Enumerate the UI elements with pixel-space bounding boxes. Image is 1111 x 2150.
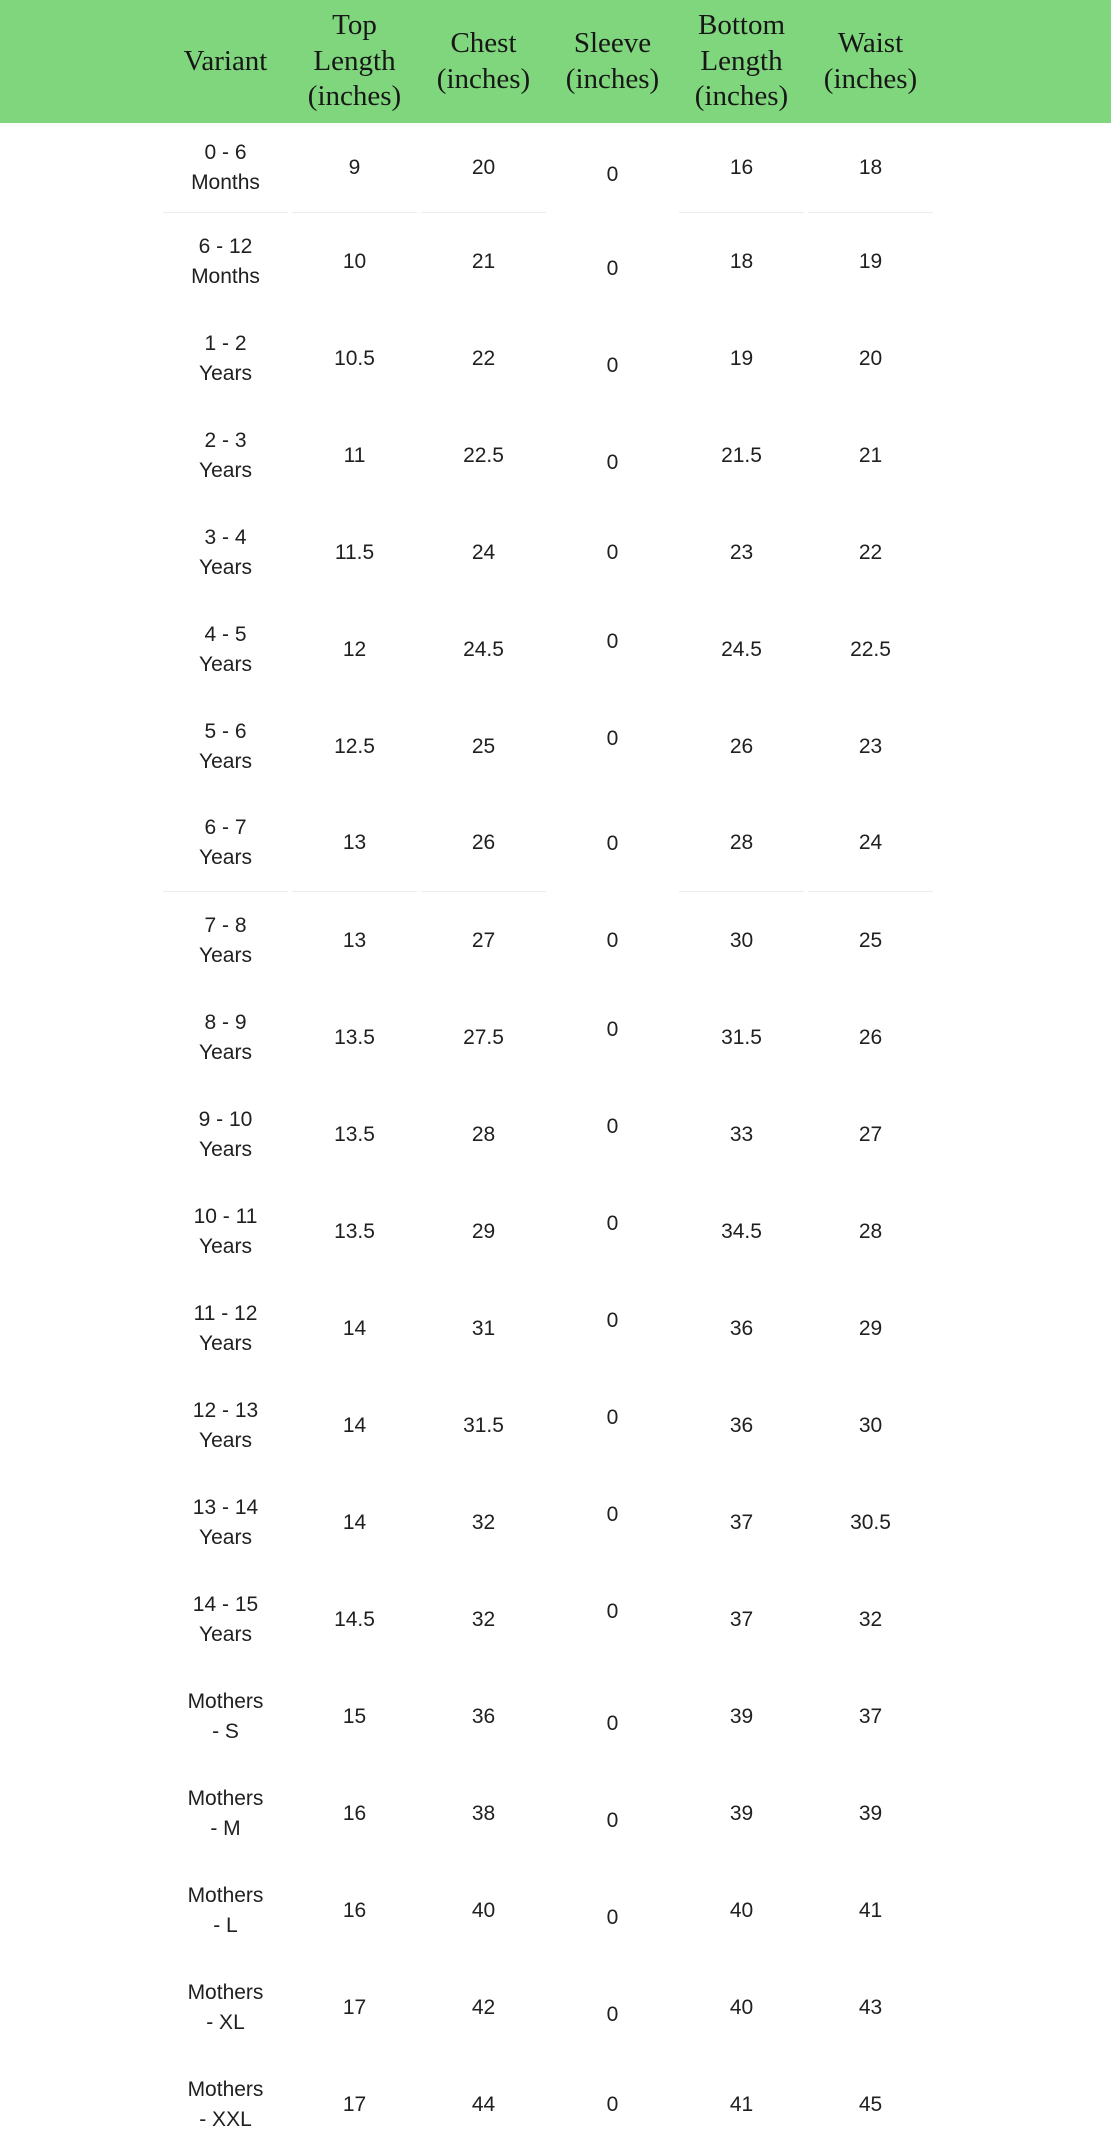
waist-cell bbox=[808, 1862, 933, 1959]
sleeve-cell bbox=[550, 1571, 675, 1668]
bottom-length-cell bbox=[679, 1474, 804, 1571]
variant-label: Mothers - L bbox=[187, 1883, 264, 1937]
variant-cell bbox=[163, 1571, 288, 1668]
sleeve-cell bbox=[550, 407, 675, 504]
chest-value: 40 bbox=[471, 1898, 496, 1922]
chest-value: 38 bbox=[471, 1801, 496, 1825]
chest-value: 24 bbox=[471, 540, 496, 564]
sleeve-value: 0 bbox=[606, 629, 619, 653]
waist-cell bbox=[808, 1474, 933, 1571]
table-row bbox=[163, 1280, 1111, 1377]
chest-cell bbox=[421, 407, 546, 504]
sleeve-value: 0 bbox=[606, 256, 619, 280]
top-length-cell bbox=[292, 1765, 417, 1862]
top-length-value: 15 bbox=[342, 1704, 367, 1728]
variant-cell bbox=[163, 2056, 288, 2150]
column-header-bottom-length: Bottom Length (inches) bbox=[694, 9, 789, 113]
waist-value: 18 bbox=[858, 155, 883, 179]
top-length-cell bbox=[292, 1959, 417, 2056]
top-length-value: 17 bbox=[342, 2092, 367, 2116]
top-length-cell bbox=[292, 1280, 417, 1377]
bottom-length-value: 39 bbox=[729, 1704, 754, 1728]
table-row bbox=[163, 698, 1111, 795]
waist-cell bbox=[808, 213, 933, 310]
variant-label: 5 - 6 Years bbox=[199, 719, 252, 773]
chest-cell bbox=[421, 1959, 546, 2056]
table-row bbox=[163, 1183, 1111, 1280]
waist-cell bbox=[808, 2056, 933, 2150]
bottom-length-cell bbox=[679, 1862, 804, 1959]
sleeve-value: 0 bbox=[606, 726, 619, 750]
table-header-row bbox=[0, 0, 1111, 123]
bottom-length-cell bbox=[679, 310, 804, 407]
waist-cell bbox=[808, 1086, 933, 1183]
waist-cell bbox=[808, 123, 933, 213]
variant-label: Mothers - M bbox=[187, 1786, 264, 1840]
top-length-value: 12 bbox=[342, 637, 367, 661]
variant-cell bbox=[163, 892, 288, 989]
top-length-value: 14 bbox=[342, 1510, 367, 1534]
chest-value: 32 bbox=[471, 1607, 496, 1631]
variant-label: 11 - 12 Years bbox=[193, 1301, 258, 1355]
table-body bbox=[0, 123, 1111, 2150]
bottom-length-value: 33 bbox=[729, 1122, 754, 1146]
table-row bbox=[163, 1765, 1111, 1862]
sleeve-cell bbox=[550, 1765, 675, 1862]
table-row bbox=[163, 504, 1111, 601]
bottom-length-value: 36 bbox=[729, 1413, 754, 1437]
waist-value: 24 bbox=[858, 831, 883, 854]
waist-value: 26 bbox=[858, 1025, 883, 1049]
variant-label: Mothers - XL bbox=[187, 1980, 264, 2034]
sleeve-value: 0 bbox=[606, 163, 619, 186]
bottom-length-cell bbox=[679, 123, 804, 213]
chest-cell bbox=[421, 310, 546, 407]
column-header-waist: Waist (inches) bbox=[823, 27, 918, 95]
top-length-value: 11.5 bbox=[334, 540, 375, 564]
top-length-cell bbox=[292, 123, 417, 213]
top-length-value: 10 bbox=[342, 249, 367, 273]
sleeve-value: 0 bbox=[606, 1905, 619, 1929]
table-row bbox=[163, 1474, 1111, 1571]
variant-label: Mothers - S bbox=[187, 1689, 264, 1743]
sleeve-cell bbox=[550, 698, 675, 795]
top-length-cell bbox=[292, 795, 417, 892]
sleeve-value: 0 bbox=[606, 1405, 619, 1429]
variant-cell bbox=[163, 1280, 288, 1377]
sleeve-value: 0 bbox=[606, 1308, 619, 1332]
variant-cell bbox=[163, 698, 288, 795]
waist-value: 30 bbox=[858, 1413, 883, 1437]
sleeve-cell bbox=[550, 1474, 675, 1571]
variant-cell bbox=[163, 1474, 288, 1571]
sleeve-cell bbox=[550, 1959, 675, 2056]
chest-cell bbox=[421, 1668, 546, 1765]
variant-label: 10 - 11 Years bbox=[193, 1204, 258, 1258]
top-length-value: 11 bbox=[343, 443, 366, 467]
chest-value: 32 bbox=[471, 1510, 496, 1534]
bottom-length-cell bbox=[679, 989, 804, 1086]
waist-cell bbox=[808, 1280, 933, 1377]
chest-value: 24.5 bbox=[463, 637, 504, 661]
top-length-cell bbox=[292, 2056, 417, 2150]
sleeve-cell bbox=[550, 123, 675, 213]
sleeve-cell bbox=[550, 989, 675, 1086]
table-row bbox=[163, 123, 1111, 213]
variant-label: 8 - 9 Years bbox=[199, 1010, 252, 1064]
bottom-length-cell bbox=[679, 213, 804, 310]
variant-cell bbox=[163, 407, 288, 504]
top-length-cell bbox=[292, 213, 417, 310]
top-length-cell bbox=[292, 504, 417, 601]
top-length-value: 13.5 bbox=[334, 1122, 375, 1146]
waist-cell bbox=[808, 601, 933, 698]
top-length-value: 13 bbox=[342, 928, 367, 952]
variant-cell bbox=[163, 1862, 288, 1959]
top-length-cell bbox=[292, 1377, 417, 1474]
top-length-cell bbox=[292, 407, 417, 504]
bottom-length-cell bbox=[679, 1765, 804, 1862]
top-length-cell bbox=[292, 1862, 417, 1959]
bottom-length-value: 28 bbox=[729, 831, 754, 854]
bottom-length-value: 21.5 bbox=[721, 443, 762, 467]
variant-cell bbox=[163, 213, 288, 310]
chest-cell bbox=[421, 1571, 546, 1668]
top-length-value: 13 bbox=[342, 831, 367, 854]
variant-cell bbox=[163, 123, 288, 213]
waist-cell bbox=[808, 892, 933, 989]
waist-value: 39 bbox=[858, 1801, 883, 1825]
bottom-length-value: 30 bbox=[729, 928, 754, 952]
waist-value: 21 bbox=[858, 443, 883, 467]
waist-value: 37 bbox=[858, 1704, 883, 1728]
bottom-length-cell bbox=[679, 1959, 804, 2056]
waist-value: 32 bbox=[858, 1607, 883, 1631]
top-length-value: 16 bbox=[342, 1898, 367, 1922]
waist-cell bbox=[808, 1183, 933, 1280]
chest-value: 21 bbox=[471, 249, 496, 273]
chest-cell bbox=[421, 601, 546, 698]
waist-value: 28 bbox=[858, 1219, 883, 1243]
chest-cell bbox=[421, 1086, 546, 1183]
variant-cell bbox=[163, 1668, 288, 1765]
chest-cell bbox=[421, 1765, 546, 1862]
bottom-length-cell bbox=[679, 1668, 804, 1765]
waist-value: 27 bbox=[858, 1122, 883, 1146]
bottom-length-cell bbox=[679, 892, 804, 989]
sleeve-value: 0 bbox=[606, 928, 619, 952]
top-length-value: 12.5 bbox=[334, 734, 375, 758]
bottom-length-cell bbox=[679, 1086, 804, 1183]
chest-value: 26 bbox=[471, 831, 496, 854]
sleeve-value: 0 bbox=[606, 450, 619, 474]
sleeve-cell bbox=[550, 1668, 675, 1765]
waist-value: 45 bbox=[858, 2092, 883, 2116]
sleeve-cell bbox=[550, 1183, 675, 1280]
top-length-cell bbox=[292, 1668, 417, 1765]
variant-label: 0 - 6 Months bbox=[191, 140, 260, 194]
variant-cell bbox=[163, 989, 288, 1086]
bottom-length-cell bbox=[679, 1183, 804, 1280]
variant-label: Mothers - XXL bbox=[187, 2077, 264, 2131]
sleeve-value: 0 bbox=[606, 1808, 619, 1832]
table-row bbox=[163, 2056, 1111, 2150]
variant-cell bbox=[163, 310, 288, 407]
chest-cell bbox=[421, 1183, 546, 1280]
waist-value: 41 bbox=[858, 1898, 883, 1922]
variant-label: 13 - 14 Years bbox=[192, 1495, 259, 1549]
chest-value: 28 bbox=[471, 1122, 496, 1146]
variant-label: 14 - 15 Years bbox=[192, 1592, 259, 1646]
waist-value: 23 bbox=[858, 734, 883, 758]
top-length-cell bbox=[292, 1474, 417, 1571]
table-row bbox=[163, 795, 1111, 892]
waist-cell bbox=[808, 310, 933, 407]
sleeve-cell bbox=[550, 1280, 675, 1377]
chest-value: 29 bbox=[471, 1219, 496, 1243]
waist-cell bbox=[808, 1668, 933, 1765]
sleeve-value: 0 bbox=[606, 1114, 619, 1138]
variant-cell bbox=[163, 1377, 288, 1474]
table-row bbox=[163, 1959, 1111, 2056]
sleeve-cell bbox=[550, 1377, 675, 1474]
chest-cell bbox=[421, 213, 546, 310]
sleeve-value: 0 bbox=[606, 353, 619, 377]
table-row bbox=[163, 407, 1111, 504]
bottom-length-value: 19 bbox=[729, 346, 754, 370]
bottom-length-cell bbox=[679, 601, 804, 698]
bottom-length-cell bbox=[679, 1571, 804, 1668]
bottom-length-value: 26 bbox=[729, 734, 754, 758]
bottom-length-cell bbox=[679, 407, 804, 504]
bottom-length-value: 37 bbox=[729, 1607, 754, 1631]
sleeve-cell bbox=[550, 310, 675, 407]
chest-cell bbox=[421, 1280, 546, 1377]
sleeve-value: 0 bbox=[606, 540, 619, 564]
chest-value: 31 bbox=[471, 1316, 496, 1340]
variant-label: 9 - 10 Years bbox=[198, 1107, 253, 1161]
waist-value: 22 bbox=[858, 540, 883, 564]
sleeve-value: 0 bbox=[606, 1211, 619, 1235]
waist-value: 30.5 bbox=[850, 1510, 891, 1534]
top-length-value: 14 bbox=[342, 1413, 367, 1437]
sleeve-cell bbox=[550, 2056, 675, 2150]
variant-cell bbox=[163, 1183, 288, 1280]
waist-value: 25 bbox=[858, 928, 883, 952]
top-length-cell bbox=[292, 601, 417, 698]
chest-cell bbox=[421, 989, 546, 1086]
table-row bbox=[163, 892, 1111, 989]
bottom-length-value: 39 bbox=[729, 1801, 754, 1825]
chest-cell bbox=[421, 504, 546, 601]
table-row bbox=[163, 1086, 1111, 1183]
waist-value: 43 bbox=[858, 1995, 883, 2019]
chest-cell bbox=[421, 795, 546, 892]
top-length-cell bbox=[292, 698, 417, 795]
chest-cell bbox=[421, 1474, 546, 1571]
chest-cell bbox=[421, 892, 546, 989]
top-length-cell bbox=[292, 1571, 417, 1668]
chest-value: 44 bbox=[471, 2092, 496, 2116]
chest-value: 42 bbox=[471, 1995, 496, 2019]
waist-value: 29 bbox=[858, 1316, 883, 1340]
sleeve-cell bbox=[550, 213, 675, 310]
chest-value: 31.5 bbox=[463, 1413, 504, 1437]
chest-cell bbox=[421, 1862, 546, 1959]
chest-cell bbox=[421, 2056, 546, 2150]
header-grid bbox=[163, 0, 1111, 123]
variant-label: 3 - 4 Years bbox=[199, 525, 252, 579]
bottom-length-value: 36 bbox=[729, 1316, 754, 1340]
waist-cell bbox=[808, 1571, 933, 1668]
waist-cell bbox=[808, 989, 933, 1086]
waist-cell bbox=[808, 795, 933, 892]
variant-cell bbox=[163, 1086, 288, 1183]
bottom-length-value: 37 bbox=[729, 1510, 754, 1534]
waist-cell bbox=[808, 1765, 933, 1862]
table-row bbox=[163, 601, 1111, 698]
top-length-value: 9 bbox=[348, 155, 361, 179]
top-length-cell bbox=[292, 892, 417, 989]
variant-label: 4 - 5 Years bbox=[199, 622, 252, 676]
bottom-length-value: 40 bbox=[729, 1995, 754, 2019]
bottom-length-value: 31.5 bbox=[721, 1025, 762, 1049]
top-length-cell bbox=[292, 310, 417, 407]
bottom-length-cell bbox=[679, 504, 804, 601]
bottom-length-value: 41 bbox=[729, 2092, 754, 2116]
sleeve-value: 0 bbox=[606, 2092, 619, 2116]
sleeve-value: 0 bbox=[606, 2002, 619, 2026]
chest-value: 36 bbox=[471, 1704, 496, 1728]
variant-label: 6 - 7 Years bbox=[199, 816, 252, 869]
sleeve-value: 0 bbox=[606, 1502, 619, 1526]
top-length-value: 13.5 bbox=[334, 1025, 375, 1049]
sleeve-value: 0 bbox=[606, 1711, 619, 1735]
sleeve-cell bbox=[550, 892, 675, 989]
top-length-value: 13.5 bbox=[334, 1219, 375, 1243]
chest-value: 20 bbox=[471, 155, 496, 179]
variant-label: 12 - 13 Years bbox=[192, 1398, 259, 1452]
table-row bbox=[163, 1668, 1111, 1765]
variant-cell bbox=[163, 1765, 288, 1862]
column-header-chest: Chest (inches) bbox=[436, 27, 531, 95]
waist-cell bbox=[808, 407, 933, 504]
top-length-cell bbox=[292, 989, 417, 1086]
variant-label: 1 - 2 Years bbox=[199, 331, 252, 385]
column-header-variant: Variant bbox=[183, 44, 268, 77]
table-row bbox=[163, 989, 1111, 1086]
bottom-length-value: 16 bbox=[729, 155, 754, 179]
table-row bbox=[163, 1862, 1111, 1959]
variant-label: 6 - 12 Months bbox=[191, 234, 260, 288]
sleeve-cell bbox=[550, 504, 675, 601]
chest-value: 25 bbox=[471, 734, 496, 758]
chest-cell bbox=[421, 698, 546, 795]
variant-cell bbox=[163, 1959, 288, 2056]
bottom-length-cell bbox=[679, 698, 804, 795]
bottom-length-cell bbox=[679, 795, 804, 892]
sleeve-value: 0 bbox=[606, 1599, 619, 1623]
bottom-length-cell bbox=[679, 2056, 804, 2150]
table-row bbox=[163, 310, 1111, 407]
variant-cell bbox=[163, 601, 288, 698]
waist-cell bbox=[808, 1377, 933, 1474]
table-row bbox=[163, 1377, 1111, 1474]
chest-cell bbox=[421, 123, 546, 213]
bottom-length-cell bbox=[679, 1280, 804, 1377]
top-length-cell bbox=[292, 1086, 417, 1183]
top-length-value: 16 bbox=[342, 1801, 367, 1825]
column-header-sleeve: Sleeve (inches) bbox=[565, 27, 660, 95]
bottom-length-cell bbox=[679, 1377, 804, 1474]
variant-cell bbox=[163, 504, 288, 601]
waist-value: 19 bbox=[858, 249, 883, 273]
top-length-value: 10.5 bbox=[334, 346, 375, 370]
waist-cell bbox=[808, 1959, 933, 2056]
sleeve-value: 0 bbox=[606, 831, 619, 855]
sleeve-cell bbox=[550, 1862, 675, 1959]
waist-value: 20 bbox=[858, 346, 883, 370]
variant-label: 7 - 8 Years bbox=[199, 913, 252, 967]
waist-cell bbox=[808, 504, 933, 601]
waist-cell bbox=[808, 698, 933, 795]
sleeve-cell bbox=[550, 601, 675, 698]
chest-value: 22.5 bbox=[463, 443, 504, 467]
sleeve-cell bbox=[550, 795, 675, 892]
sleeve-value: 0 bbox=[606, 1017, 619, 1041]
top-length-value: 14.5 bbox=[334, 1607, 375, 1631]
waist-value: 22.5 bbox=[850, 637, 891, 661]
bottom-length-value: 34.5 bbox=[721, 1219, 762, 1243]
bottom-length-value: 24.5 bbox=[721, 637, 762, 661]
sleeve-cell bbox=[550, 1086, 675, 1183]
column-header-top-length: Top Length (inches) bbox=[307, 9, 402, 113]
table-row bbox=[163, 213, 1111, 310]
table-row bbox=[163, 1571, 1111, 1668]
bottom-length-value: 18 bbox=[729, 249, 754, 273]
chest-cell bbox=[421, 1377, 546, 1474]
chest-value: 22 bbox=[471, 346, 496, 370]
bottom-length-value: 40 bbox=[729, 1898, 754, 1922]
bottom-length-value: 23 bbox=[729, 540, 754, 564]
variant-cell bbox=[163, 795, 288, 892]
variant-label: 2 - 3 Years bbox=[199, 428, 252, 482]
top-length-value: 14 bbox=[342, 1316, 367, 1340]
top-length-value: 17 bbox=[342, 1995, 367, 2019]
chest-value: 27 bbox=[471, 928, 496, 952]
chest-value: 27.5 bbox=[463, 1025, 504, 1049]
top-length-cell bbox=[292, 1183, 417, 1280]
